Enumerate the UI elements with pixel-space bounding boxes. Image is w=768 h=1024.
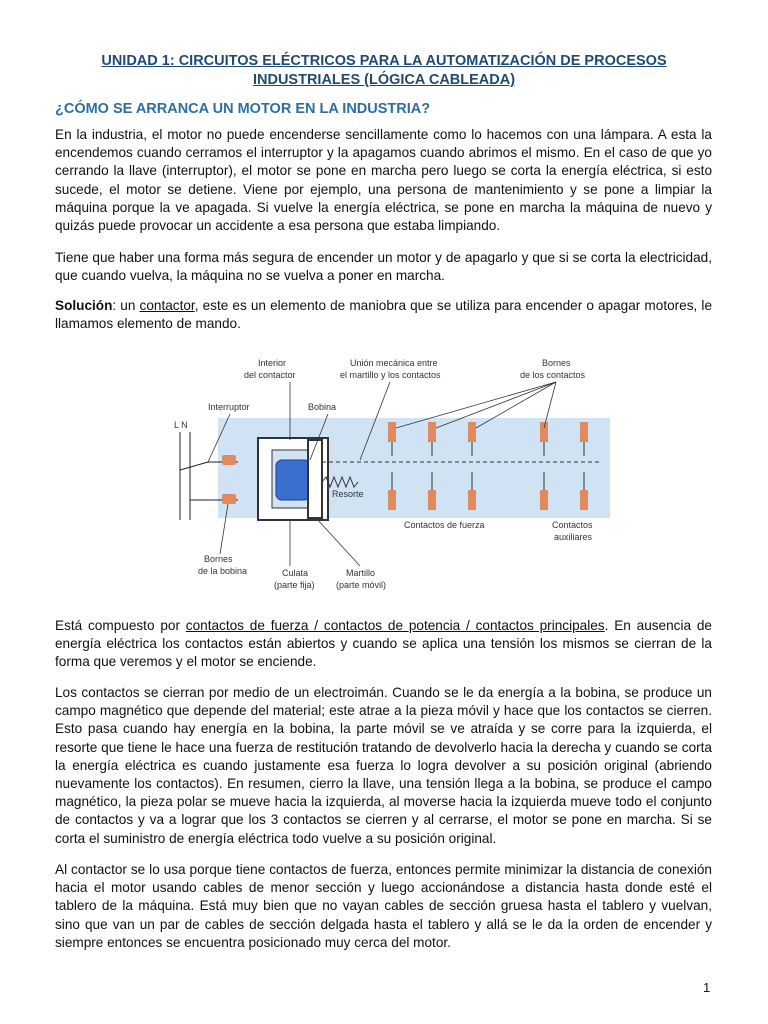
- coil: [276, 460, 310, 500]
- solution-label: Solución: [55, 298, 113, 313]
- label-culata-2: (parte fija): [274, 580, 315, 590]
- label-bornes-contactos-2: de los contactos: [520, 370, 586, 380]
- label-martillo-1: Martillo: [346, 568, 376, 578]
- label-bornes-bobina-1: Bornes: [204, 554, 233, 564]
- label-interruptor: Interruptor: [208, 402, 250, 412]
- composition-text-b: . En ausencia de energía eléctrica los contactos están abiertos y cuando se aplica una tensión los mismos se cierran de la forma que veremos y el motor se enciende.: [55, 618, 712, 670]
- label-martillo-2: (parte móvil): [336, 580, 387, 590]
- interruptor-switch: [180, 462, 208, 470]
- label-contactos-fuerza: Contactos de fuerza: [404, 520, 485, 530]
- contactor-diagram-svg: [160, 350, 615, 598]
- page-number: 1: [703, 980, 711, 995]
- paragraph-safety: Tiene que haber una forma más segura de encender un motor y de apagarlo y que si se corta la electricidad, que cuando vuelva, la máquina no se vuelva a poner en marcha.: [55, 250, 712, 284]
- paragraph-solution: [55, 297, 712, 333]
- label-bobina: Bobina: [308, 402, 337, 412]
- paragraph-electromagnet: Los contactos se cierran por medio de un electroimán. Cuando se le da energía a la bobina, se produce un campo magnético que depende del material; este atrae a la pieza móvil y hace que los contactos se cierren. Esto pasa cuando hay energía en la bobina, la parte móvil se ve atraída y se corre para la izquierda, el resorte que tiene le hace una fuerza de restitución tratando de devolverlo hacia la derecha y cuando se corta la energía eléctrica es cuando justamente esa fuerza lo logra devolver a su posición original (abriendo nuevamente los contactos). En resumen, cierro la llave, una tensión llega a la bobina, se produce el campo magnético, la pieza polar se mueve hacia la izquierda, al moverse hacia la izquierda mueve todo el conjunto de contactos y va a lograr que los 3 contactos se cierren y al cerrarse, el motor se pone en marcha. Si se corta el suministro de energía eléctrica todo vuelve a su posición original.: [55, 685, 712, 846]
- coil-terminal-top: [222, 455, 236, 465]
- label-interior-1: Interior: [258, 358, 287, 368]
- martillo: [308, 440, 322, 518]
- composition-text-a: Está compuesto por: [55, 618, 186, 633]
- label-union-2: el martillo y los contactos: [340, 370, 441, 380]
- contacts-link[interactable]: contactos de fuerza / contactos de potencia / contactos principales: [185, 618, 605, 633]
- contactor-diagram: [160, 350, 615, 598]
- label-union-1: Unión mecánica entre: [350, 358, 438, 368]
- paragraph-intro: En la industria, el motor no puede encenderse sencillamente como lo hacemos con una lámpara. A esta la encendemos cuando cerramos el interruptor y la apagamos cuando abrimos el mismo. En el caso de que yo cerrando la llave (interruptor), el motor se pone en marcha pero luego se corta la energía eléctrica, si esto sucede, el motor se detiene. Viene por ejemplo, una persona de mantenimiento y se pone a limpiar la máquina porque la ve apagada. Si vuelve la energía eléctrica, se pone en marcha la máquina de nuevo y quizás puede provocar un accidente a esa persona que estaba limpiando.: [55, 127, 712, 234]
- label-interior-2: del contactor: [244, 370, 296, 380]
- label-resorte: Resorte: [332, 489, 364, 499]
- label-auxiliares-1: Contactos: [552, 520, 593, 530]
- document-title: UNIDAD 1: CIRCUITOS ELÉCTRICOS PARA LA AUTOMATIZACIÓN DE PROCESOS INDUSTRIALES (LÓGICA CABLEADA): [101, 53, 667, 88]
- paragraph-usage: Al contactor se lo usa porque tiene contactos de fuerza, entonces permite minimizar la distancia de conexión hacia el motor usando cables de menor sección y luego accionándose a distancia hasta donde esté el tablero de la máquina. Está muy bien que no vayan cables de sección gruesa hasta el tablero y vuelvan, sino que van un par de cables de sección delgada hasta el tablero y allá se le da la orden de encender y siempre entonces se encuentra posicionado muy cerca del motor.: [55, 862, 712, 950]
- section-heading: ¿CÓMO SE ARRANCA UN MOTOR EN LA INDUSTRIA?: [55, 101, 431, 117]
- solution-text-a: : un: [112, 298, 140, 313]
- coil-terminal-bottom: [222, 494, 236, 504]
- contactor-link[interactable]: contactor: [139, 298, 195, 313]
- paragraph-composition: [55, 617, 712, 672]
- label-bornes-contactos-1: Bornes: [542, 358, 571, 368]
- label-auxiliares-2: auxiliares: [554, 532, 593, 542]
- solution-text-b: , este es un elemento de maniobra que se utiliza para encender o apagar motores, le llamamos elemento de mando.: [55, 298, 713, 332]
- label-bornes-bobina-2: de la bobina: [198, 566, 248, 576]
- label-ln: L N: [174, 420, 188, 430]
- label-culata-1: Culata: [282, 568, 309, 578]
